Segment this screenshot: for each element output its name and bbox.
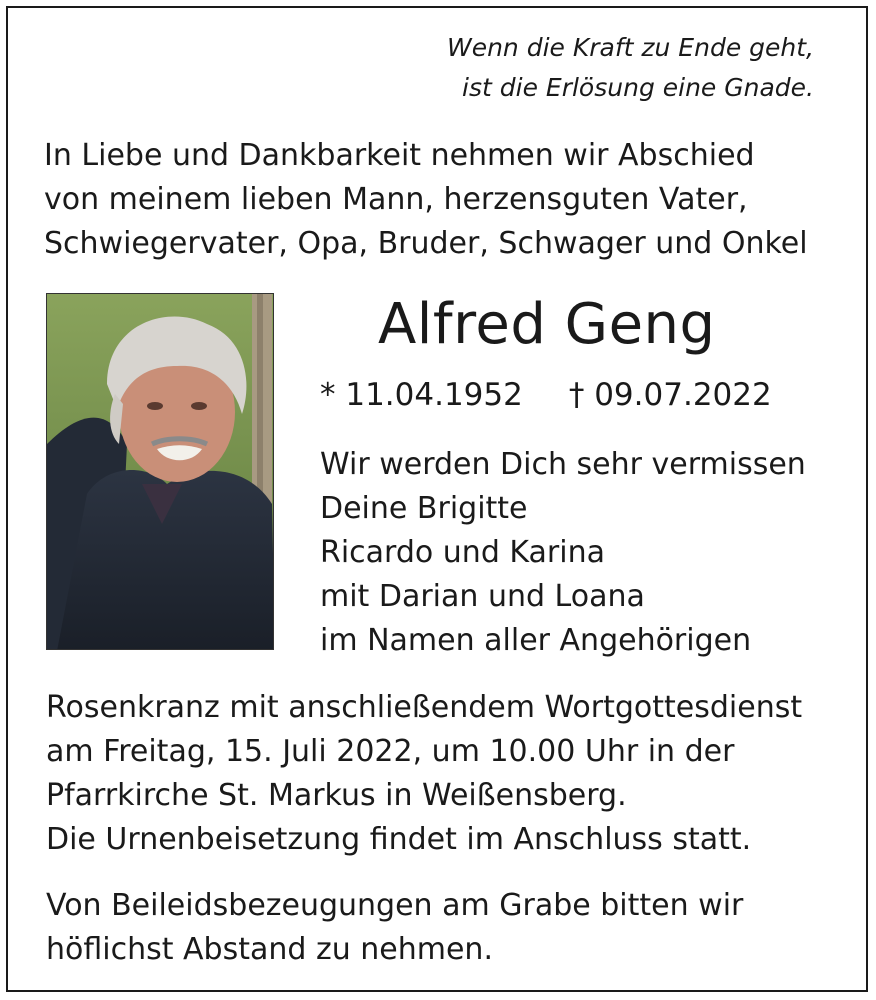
closing-line: Von Beileidsbezeugungen am Grabe bitten wir — [46, 888, 744, 923]
portrait-photo — [46, 293, 274, 650]
motto-quote — [447, 28, 814, 108]
motto-line: Wenn die Kraft zu Ende geht, — [446, 33, 814, 62]
death-date: † 09.07.2022 — [568, 377, 772, 413]
closing-line: höflichst Abstand zu nehmen. — [46, 932, 493, 967]
mourners-list — [320, 443, 806, 663]
deceased-name: Alfred Geng — [378, 292, 716, 357]
service-line: am Freitag, 15. Juli 2022, um 10.00 Uhr in der — [46, 734, 735, 769]
motto-line: ist die Erlösung eine Gnade. — [462, 73, 814, 102]
intro-line: Schwiegervater, Opa, Bruder, Schwager und Onkel — [44, 226, 808, 261]
mourner-line: Wir werden Dich sehr vermissen — [320, 447, 806, 482]
life-dates — [320, 372, 772, 418]
closing-note — [46, 884, 743, 972]
service-info — [46, 686, 802, 862]
mourner-line: mit Darian und Loana — [320, 579, 645, 614]
intro-line: von meinem lieben Mann, herzensguten Vater, — [44, 182, 748, 217]
mourner-line: Deine Brigitte — [320, 491, 528, 526]
intro-text — [44, 134, 808, 266]
mourner-line: Ricardo und Karina — [320, 535, 605, 570]
mourner-line: im Namen aller Angehörigen — [320, 623, 752, 658]
service-line: Pfarrkirche St. Markus in Weißensberg. — [46, 778, 627, 813]
service-line: Die Urnenbeisetzung findet im Anschluss statt. — [46, 822, 752, 857]
birth-date: * 11.04.1952 — [320, 377, 523, 413]
service-line: Rosenkranz mit anschließendem Wortgottesdienst — [46, 690, 803, 725]
intro-line: In Liebe und Dankbarkeit nehmen wir Abschied — [44, 138, 755, 173]
